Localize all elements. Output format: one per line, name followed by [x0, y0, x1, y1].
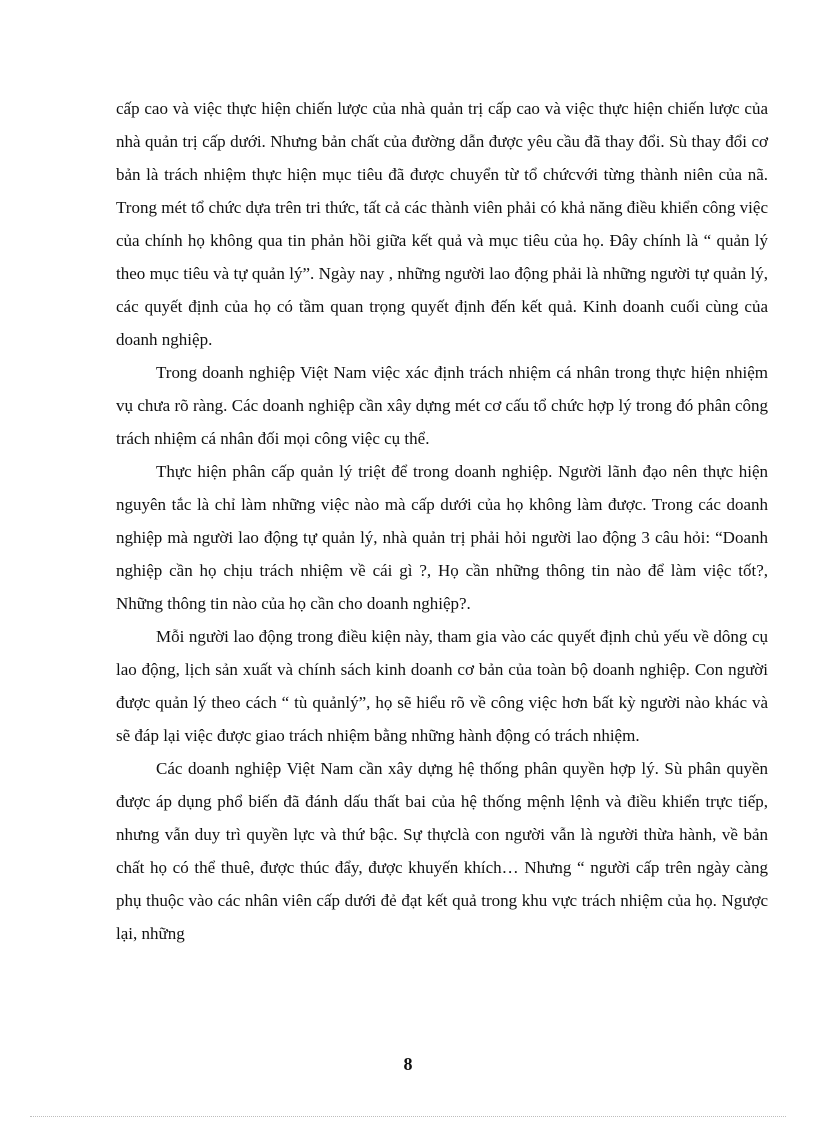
- paragraph-decentralized-management: Thực hiện phân cấp quản lý triệt để trong doanh nghiệp. Người lãnh đạo nên thực hiện nguyên tắc là chỉ làm những việc nào mà cấp dưới của họ không làm được. Trong các doanh nghiệp mà người lao động tự quản lý, nhà quản trị phải hỏi người lao động 3 câu hỏi: “Doanh nghiệp cần họ chịu trách nhiệm về cái gì ?, Họ cần những thông tin nào để làm việc tốt?, Những thông tin nào của họ cần cho doanh nghiệp?.: [116, 462, 768, 613]
- paragraph-continuation: cấp cao và việc thực hiện chiến lược của nhà quản trị cấp cao và việc thực hiện chiến lược của nhà quản trị cấp dưới. Nhưng bản chất của đường dẫn được yêu cầu đã thay đổi. Sù thay đổi cơ bản là trách nhiệm thực hiện mục tiêu đã được chuyển từ tổ chứcvới từng thành niên của nã. Trong mét tổ chức dựa trên tri thức, tất cả các thành viên phải có khả năng điều khiển công việc của chính họ không qua tin phản hồi giữa kết quả và mục tiêu của họ. Đây chính là “ quản lý theo mục tiêu và tự quản lý”. Ngày nay , những người lao động phải là những người tự quản lý, các quyết định của họ có tầm quan trọng quyết định đến kết quả. Kinh doanh cuối cùng của doanh nghiệp.: [116, 99, 768, 349]
- page-number: 8: [403, 1054, 413, 1074]
- page-body: [116, 92, 768, 950]
- paragraph-individual-responsibility: Trong doanh nghiệp Việt Nam việc xác định trách nhiệm cá nhân trong thực hiện nhiệm vụ chưa rõ ràng. Các doanh nghiệp cần xây dựng mét cơ cấu tổ chức hợp lý trong đó phân công trách nhiệm cá nhân đối mọi công việc cụ thể.: [116, 363, 768, 448]
- paragraph-worker-participation: Mỗi người lao động trong điều kiện này, tham gia vào các quyết định chủ yếu về dông cụ lao động, lịch sản xuất và chính sách kinh doanh cơ bản của toàn bộ doanh nghiệp. Con người được quản lý theo cách “ tù quảnlý”, họ sẽ hiểu rõ về công việc hơn bất kỳ người nào khác và sẽ đáp lại việc được giao trách nhiệm bằng những hành động có trách nhiệm.: [116, 627, 768, 745]
- paragraph-delegation-system: Các doanh nghiệp Việt Nam cần xây dựng hệ thống phân quyền hợp lý. Sù phân quyền được áp dụng phổ biến đã đánh dấu thất bai của hệ thống mệnh lệnh và điều khiển trực tiếp, nhưng vẫn duy trì quyền lực và thứ bậc. Sự thựclà con người vẫn là người thừa hành, về bản chất họ có thể thuê, được thúc đẩy, được khuyến khích… Nhưng “ người cấp trên ngày càng phụ thuộc vào các nhân viên cấp dưới đẻ đạt kết quả trong khu vực trách nhiệm của họ. Ngược lại, những: [116, 759, 768, 943]
- page-bottom-divider: [30, 1116, 786, 1117]
